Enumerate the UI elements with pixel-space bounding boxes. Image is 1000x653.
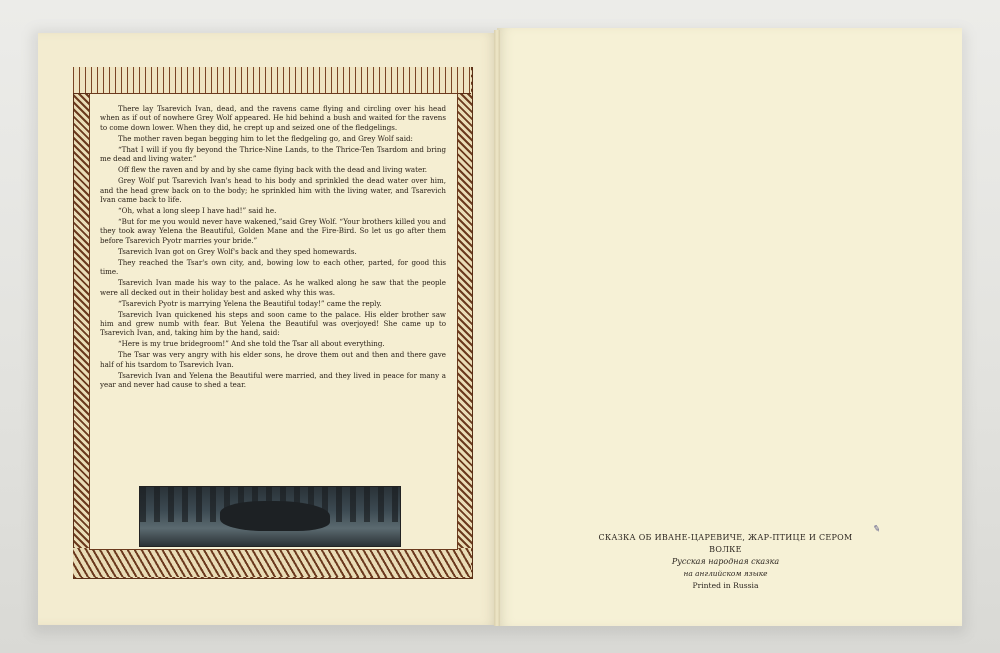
story-paragraph: “That I will if you fly beyond the Thrice-Nine Lands, to the Thrice-Ten Tsardom and bring me dead and living water.”	[100, 144, 446, 164]
book-gutter	[494, 30, 500, 626]
imprint-language: на английском языке	[683, 569, 768, 578]
story-text	[100, 104, 446, 391]
story-paragraph: Tsarevich Ivan and Yelena the Beautiful were married, and they lived in peace for many a year and never had cause to shed a tear.	[100, 370, 446, 390]
imprint-printed: Printed in Russia	[692, 581, 759, 590]
story-paragraph: Tsarevich Ivan quickened his steps and soon came to the palace. His elder brother saw him and grew numb with fear. But Yelena the Beautiful was overjoyed! She came up to Tsarevich Ivan, and, taking him by the hand, said:	[100, 309, 446, 338]
ink-stamp-mark: ✎	[871, 524, 882, 536]
wolf-silhouette	[220, 501, 330, 531]
imprint-title: СКАЗКА ОБ ИВАНЕ-ЦАРЕВИЧЕ, ЖАР-ПТИЦЕ И СЕРОМ ВОЛКЕ	[598, 533, 853, 554]
story-paragraph: Grey Wolf put Tsarevich Ivan's head to his body and sprinkled the dead water over him, and the head grew back on to the body; he sprinkled him with the living water, and Tsarevich Ivan came back to life.	[100, 176, 446, 205]
city-skyline-border	[73, 67, 471, 94]
story-paragraph: “But for me you would never have wakened,”said Grey Wolf. “Your brothers killed you and they took away Yelena the Beautiful, Golden Mane and the Fire-Bird. So let us go after them before Tsarevich Pyotr marries your bride.”	[100, 217, 446, 245]
imprint-block	[598, 532, 853, 592]
story-paragraph: Tsarevich Ivan made his way to the palace. As he walked along he saw that the people were all decked out in their holiday best and asked why this was.	[100, 278, 446, 297]
story-paragraph: There lay Tsarevich Ivan, dead, and the ravens came flying and circling over his head when as if out of nowhere Grey Wolf appeared. He hid behind a bush and waited for the ravens to come down lower. When they did, he crept up and seized one of the fledgelings.	[100, 104, 446, 132]
story-paragraph: Tsarevich Ivan got on Grey Wolf's back and they sped homewards.	[118, 246, 357, 256]
grey-wolf-illustration	[139, 486, 401, 547]
story-paragraph: “Here is my true bridegroom!” And she told the Tsar all about everything.	[118, 339, 385, 349]
story-paragraph: They reached the Tsar's own city, and, bowing low to each other, parted, for good this time.	[100, 257, 446, 277]
story-paragraph: The Tsar was very angry with his elder sons, he drove them out and then and there gave half of his tsardom to Tsarevich Ivan.	[100, 350, 446, 369]
bottom-ornament	[73, 548, 471, 577]
story-paragraph: “Oh, what a long sleep I have had!” said he.	[118, 206, 277, 216]
story-paragraph: The mother raven began begging him to let the fledgeling go, and Grey Wolf said:	[118, 133, 413, 143]
imprint-subtitle: Русская народная сказка	[671, 557, 780, 566]
story-paragraph: “Tsarevich Pyotr is marrying Yelena the Beautiful today!” came the reply.	[118, 298, 382, 308]
story-paragraph: Off flew the raven and by and by she came flying back with the dead and living water.	[118, 165, 428, 175]
